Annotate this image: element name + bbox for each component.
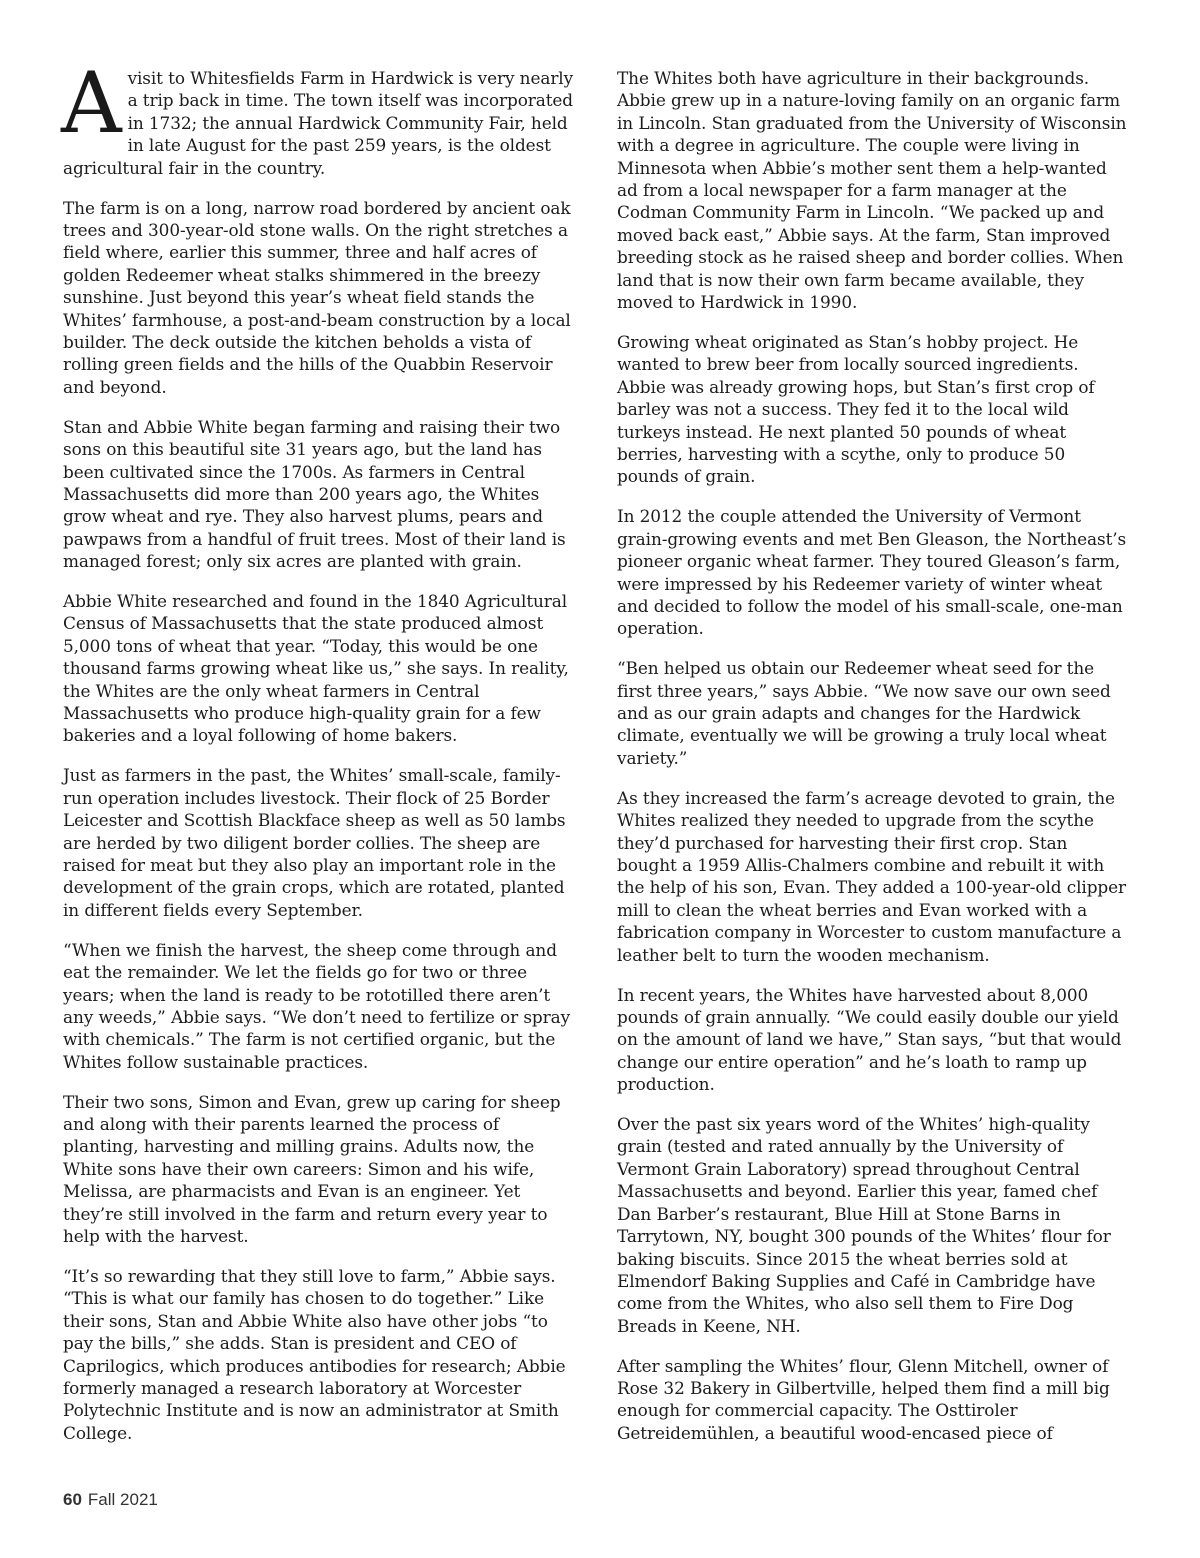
paragraph: [61, 54, 575, 179]
page-footer: [63, 1490, 158, 1510]
paragraph: Abbie White researched and found in the 1840 Agricultural Census of Massachusetts that the state produced almost 5,000 tons of wheat that year. “Today, this would be one thousand farms growing wheat like us,” she says. In reality, the Whites are the only wheat farmers in Central Massachusetts who produce high-quality grain for a few bakeries and a loyal following of home bakers.: [63, 591, 569, 746]
paragraph: “It’s so rewarding that they still love to farm,” Abbie says. “This is what our family has chosen to do together.” Like their sons, Stan and Abbie White also have other jobs “to pay the bills,” she adds. Stan is president and CEO of Caprilogics, which produces antibodies for research; Abbie formerly managed a research laboratory at Worcester Polytechnic Institute and is now an administrator at Smith College.: [63, 1266, 566, 1443]
drop-cap: A: [61, 54, 122, 152]
paragraph: As they increased the farm’s acreage devoted to grain, the Whites realized they needed to upgrade from the scythe they’d purchased for harvesting their first crop. Stan bought a 1959 Allis-Chalmers combine and rebuilt it with the help of his son, Evan. They added a 100-year-old clipper mill to clean the wheat berries and Evan worked with a fabrication company in Worcester to custom manufacture a leather belt to turn the wooden mechanism.: [617, 787, 1127, 965]
paragraph: Over the past six years word of the Whites’ high-quality grain (tested and rated annually by the University of Vermont Grain Laboratory) spread throughout Central Massachusetts and beyond. Earlier this year, famed chef Dan Barber’s restaurant, Blue Hill at Stone Barns in Tarrytown, NY, bought 300 pounds of the Whites’ flour for baking biscuits. Since 2015 the wheat berries sold at Elmendorf Baking Supplies and Café in Cambridge have come from the Whites, who also sell them to Fire Dog Breads in Keene, NH.: [617, 1114, 1111, 1336]
paragraph: “When we finish the harvest, the sheep come through and eat the remainder. We let the fields go for two or three years; when the land is ready to be rototilled there aren’t any weeds,” Abbie says. “We don’t need to fertilize or spray with chemicals.” The farm is not certified organic, but the Whites follow sustainable practices.: [63, 939, 571, 1072]
paragraph: The farm is on a long, narrow road bordered by ancient oak trees and 300-year-old stone walls. On the right stretches a field where, earlier this summer, three and half acres of golden Redeemer wheat stalks shimmered in the breezy sunshine. Just beyond this year’s wheat field stands the Whites’ farmhouse, a post-and-beam construction by a local builder. The deck outside the kitchen beholds a vista of rolling green fields and the hills of the Quabbin Reservoir and beyond.: [63, 197, 571, 397]
issue-label: Fall 2021: [87, 1490, 158, 1509]
paragraph: Just as farmers in the past, the Whites’ small-scale, family-run operation includes livestock. Their flock of 25 Border Leicester and Scottish Blackface sheep as well as 50 lambs are herded by two diligent border collies. The sheep are raised for meat but they also play an important role in the development of the grain crops, which are rotated, planted in different fields every September.: [63, 765, 566, 920]
paragraph: Stan and Abbie White began farming and raising their two sons on this beautiful site 31 years ago, but the land has been cultivated since the 1700s. As farmers in Central Massachusetts did more than 200 years ago, the Whites grow wheat and rye. They also harvest plums, pears and pawpaws from a handful of fruit trees. Most of their land is managed forest; only six acres are planted with grain.: [63, 416, 566, 572]
paragraph: After sampling the Whites’ flour, Glenn Mitchell, owner of Rose 32 Bakery in Gilbertville, helped them find a mill big enough for commercial capacity. The Osttiroler Getreidemühlen, a beautiful wood-encased piece of: [617, 1355, 1110, 1443]
right-column: [617, 67, 1129, 1462]
paragraph: In recent years, the Whites have harvested about 8,000 pounds of grain annually. “We could easily double our yield on the amount of land we have,” Stan says, “but that would change our entire operation” and he’s loath to ramp up production.: [617, 984, 1122, 1095]
paragraph: The Whites both have agriculture in their backgrounds. Abbie grew up in a nature-loving family on an organic farm in Lincoln. Stan graduated from the University of Wisconsin with a degree in agriculture. The couple were living in Minnesota when Abbie’s mother sent them a help-wanted ad from a local newspaper for a farm manager at the Codman Community Farm in Lincoln. “We packed up and moved back east,” Abbie says. At the farm, Stan improved breeding stock as he raised sheep and border collies. When land that is now their own farm became available, they moved to Hardwick in 1990.: [617, 68, 1127, 313]
paragraph: In 2012 the couple attended the University of Vermont grain-growing events and met Ben Gleason, the Northeast’s pioneer organic wheat farmer. They toured Gleason’s farm, were impressed by his Redeemer variety of winter wheat and decided to follow the model of his small-scale, one-man operation.: [617, 506, 1127, 639]
page-number: 60: [63, 1490, 82, 1509]
left-column: [61, 54, 575, 1462]
paragraph: Their two sons, Simon and Evan, grew up caring for sheep and along with their parents learned the process of planting, harvesting and milling grains. Adults now, the White sons have their own careers: Simon and his wife, Melissa, are pharmacists and Evan is an engineer. Yet they’re still involved in the farm and return every year to help with the harvest.: [63, 1091, 561, 1247]
paragraph-text: visit to Whitesfields Farm in Hardwick is very nearly a trip back in time. The town itself was incorporated in 1732; the annual Hardwick Community Fair, held in late August for the past 259 years, is the oldest agricultural fair in the country.: [63, 68, 574, 178]
paragraph: “Ben helped us obtain our Redeemer wheat seed for the first three years,” says Abbie. “We now save our own seed and as our grain adapts and changes for the Hardwick climate, eventually we will be growing a truly local wheat variety.”: [617, 658, 1111, 768]
paragraph: Growing wheat originated as Stan’s hobby project. He wanted to brew beer from locally sourced ingredients. Abbie was already growing hops, but Stan’s first crop of barley was not a success. They fed it to the local wild turkeys instead. He next planted 50 pounds of wheat berries, harvesting with a scythe, only to produce 50 pounds of grain.: [617, 331, 1095, 487]
